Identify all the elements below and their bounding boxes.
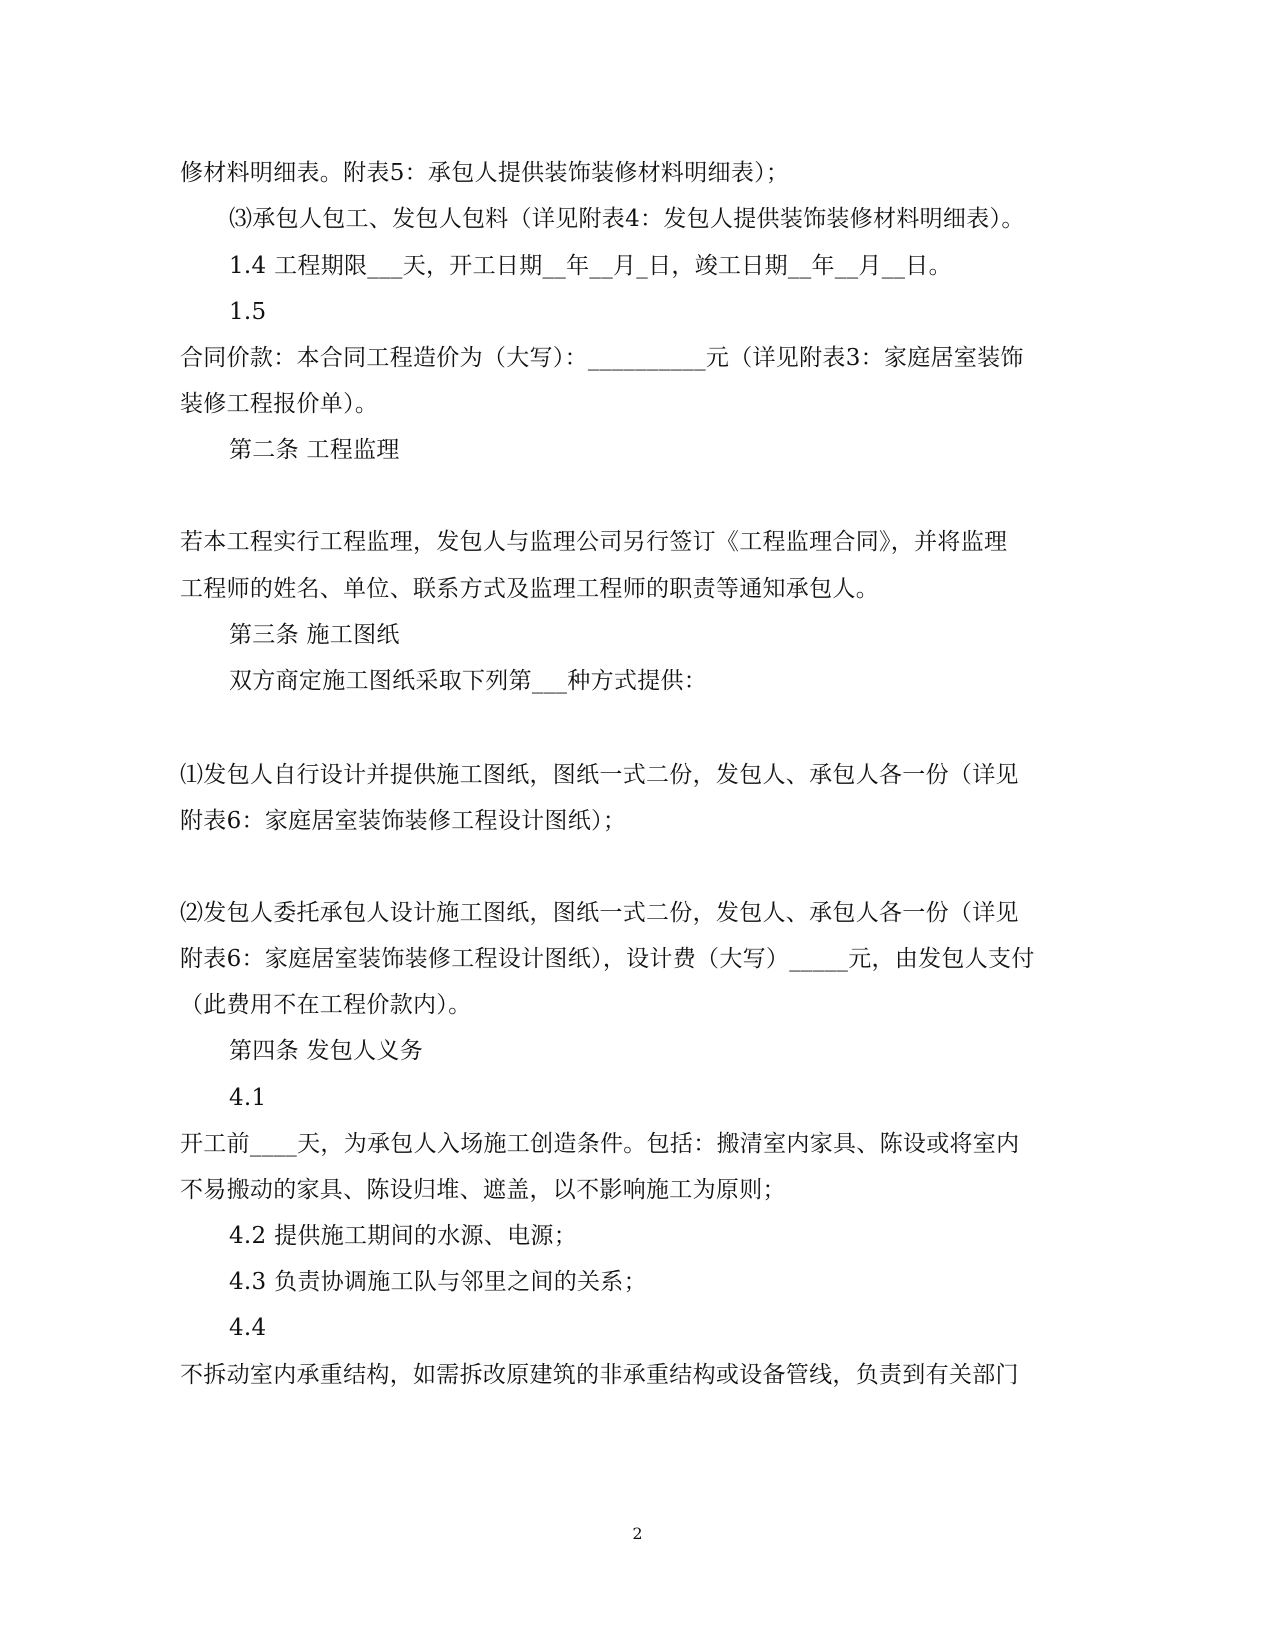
section-heading: 第二条 工程监理: [229, 437, 400, 463]
text-line: 装修工程报价单）。: [180, 391, 379, 417]
text-line: （此费用不在工程价款内）。: [180, 992, 472, 1018]
text-line: 合同价款：本合同工程造价为（大写）：__________元（详见附表3：家庭居室装饰: [180, 345, 1024, 371]
text-line: 若本工程实行工程监理，发包人与监理公司另行签订《工程监理合同》，并将监理: [180, 529, 1008, 555]
text-line: 4.3 负责协调施工队与邻里之间的关系；: [229, 1269, 647, 1295]
text-line: ⑴发包人自行设计并提供施工图纸，图纸一式二份，发包人、承包人各一份（详见: [180, 762, 1019, 788]
section-heading: 第三条 施工图纸: [229, 622, 400, 648]
text-line: 开工前____天，为承包人入场施工创造条件。包括：搬清室内家具、陈设或将室内: [180, 1131, 1020, 1157]
text-line: ⑶承包人包工、发包人包料（详见附表4：发包人提供装饰装修材料明细表）。: [229, 206, 1025, 232]
text-line: 附表6：家庭居室装饰装修工程设计图纸）；: [180, 808, 627, 834]
text-line: 1.4 工程期限___天，开工日期__年__月_日，竣工日期__年__月__日。: [229, 253, 952, 279]
text-line: 附表6：家庭居室装饰装修工程设计图纸），设计费（大写）_____元，由发包人支付: [180, 946, 1035, 972]
text-line: 工程师的姓名、单位、联系方式及监理工程师的职责等通知承包人。: [180, 576, 879, 602]
text-line: 修材料明细表。附表5：承包人提供装饰装修材料明细表）；: [180, 160, 790, 186]
text-line: 双方商定施工图纸采取下列第___种方式提供：: [229, 668, 708, 694]
page-number: 2: [632, 1524, 643, 1543]
text-line: 1.5: [229, 299, 267, 325]
text-line: 4.1: [229, 1085, 267, 1111]
text-line: 4.2 提供施工期间的水源、电源；: [229, 1223, 577, 1249]
text-line: ⑵发包人委托承包人设计施工图纸，图纸一式二份，发包人、承包人各一份（详见: [180, 900, 1019, 926]
text-line: 不拆动室内承重结构，如需拆改原建筑的非承重结构或设备管线，负责到有关部门: [180, 1362, 1019, 1388]
text-line: 不易搬动的家具、陈设归堆、遮盖，以不影响施工为原则；: [180, 1177, 786, 1203]
text-line: 4.4: [229, 1315, 267, 1341]
section-heading: 第四条 发包人义务: [229, 1038, 424, 1064]
